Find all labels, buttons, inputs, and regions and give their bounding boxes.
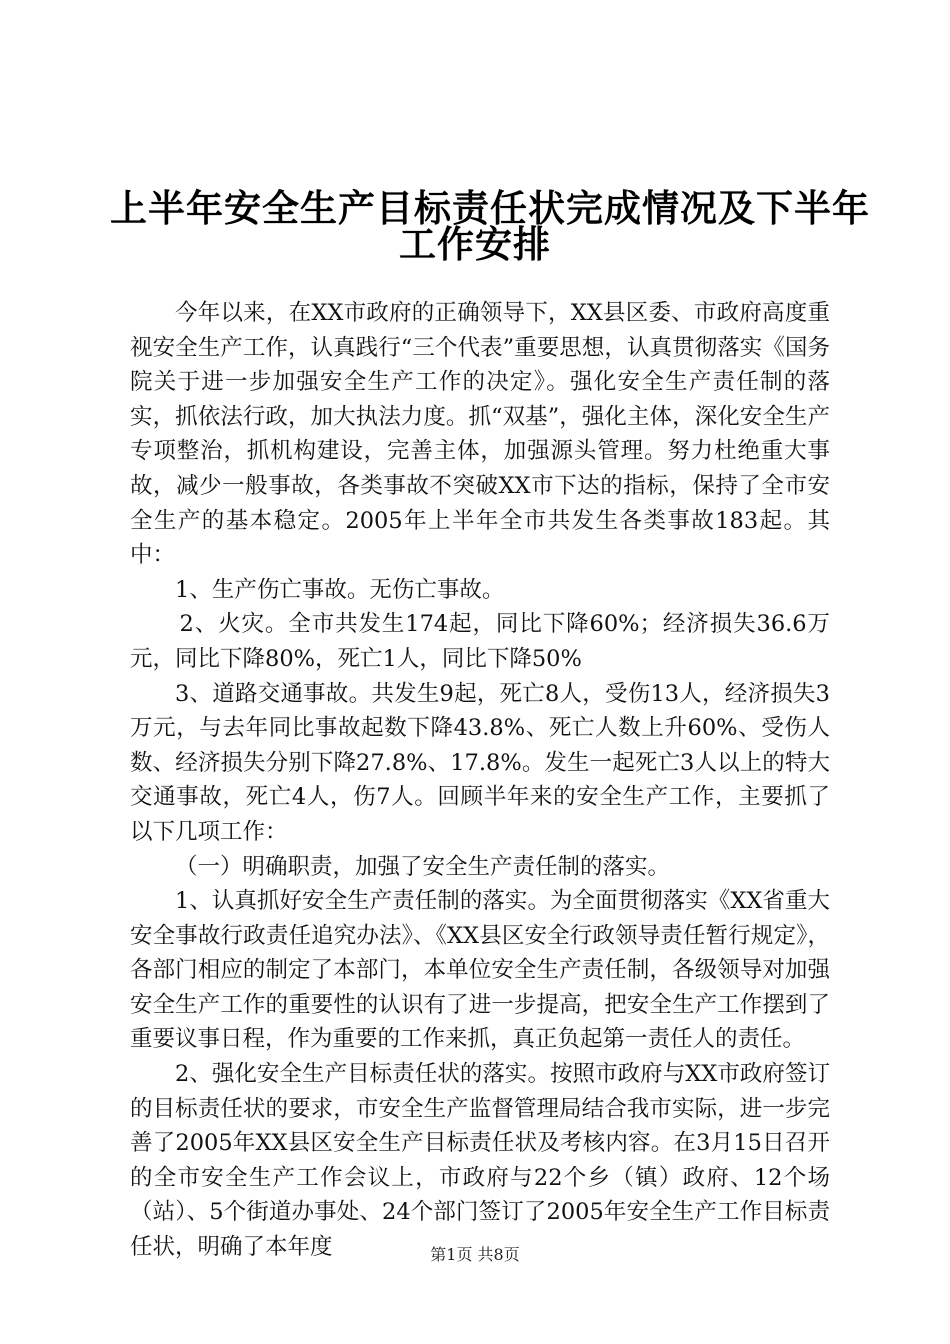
document-title-line-1: 上半年安全生产目标责任状完成情况及下半年	[110, 187, 870, 230]
paragraph-section-heading: （一）明确职责，加强了安全生产责任制的落实。	[175, 853, 671, 880]
document-title-line-2: 工作安排	[399, 223, 551, 266]
document-body	[130, 296, 830, 1265]
paragraph-item-3: 3、道路交通事故。共发生9起，死亡8人，受伤13人，经济损失3万元，与去年同比事故起数下降43.8%、死亡人数上升60%、受伤人数、经济损失分别下降27.8%、17.8%。发生一起死亡3人以上的特大交通事故，死亡4人，伤7人。回顾半年来的安全生产工作，主要抓了以下几项工作：	[130, 680, 830, 845]
paragraph-item-2: 2、火灾。全市共发生174起，同比下降60%；经济损失36.6万元，同比下降80%，死亡1人，同比下降50%	[130, 611, 830, 672]
paragraph-section-item-2: 2、强化安全生产目标责任状的落实。按照市政府与XX市政府签订的目标责任状的要求，市安全生产监督管理局结合我市实际，进一步完善了2005年XX县区安全生产目标责任状及考核内容。在3月15日召开的全市安全生产工作会议上，市政府与22个乡（镇）政府、12个场（站）、5个街道办事处、24个部门签订了2005年安全生产工作目标责任状，明确了本年度	[130, 1061, 830, 1261]
paragraph-section-item-1: 1、认真抓好安全生产责任制的落实。为全面贯彻落实《XX省重大安全事故行政责任追究办法》、《XX县区安全行政领导责任暂行规定》，各部门相应的制定了本部门，本单位安全生产责任制，各级领导对加强安全生产工作的重要性的认识有了进一步提高，把安全生产工作摆到了重要议事日程，作为重要的工作来抓，真正负起第一责任人的责任。	[130, 888, 830, 1053]
page-number-footer: 第1页 共8页	[430, 1245, 520, 1264]
paragraph-intro: 今年以来，在XX市政府的正确领导下，XX县区委、市政府高度重视安全生产工作，认真践行“三个代表”重要思想，认真贯彻落实《国务院关于进一步加强安全生产工作的决定》。强化安全生产责任制的落实，抓依法行政，加大执法力度。抓“双基”，强化主体，深化安全生产专项整治，抓机构建设，完善主体，加强源头管理。努力杜绝重大事故，减少一般事故，各类事故不突破XX市下达的指标，保持了全市安全生产的基本稳定。2005年上半年全市共发生各类事故183起。其中：	[130, 300, 830, 569]
paragraph-item-1: 1、生产伤亡事故。无伤亡事故。	[175, 576, 505, 603]
